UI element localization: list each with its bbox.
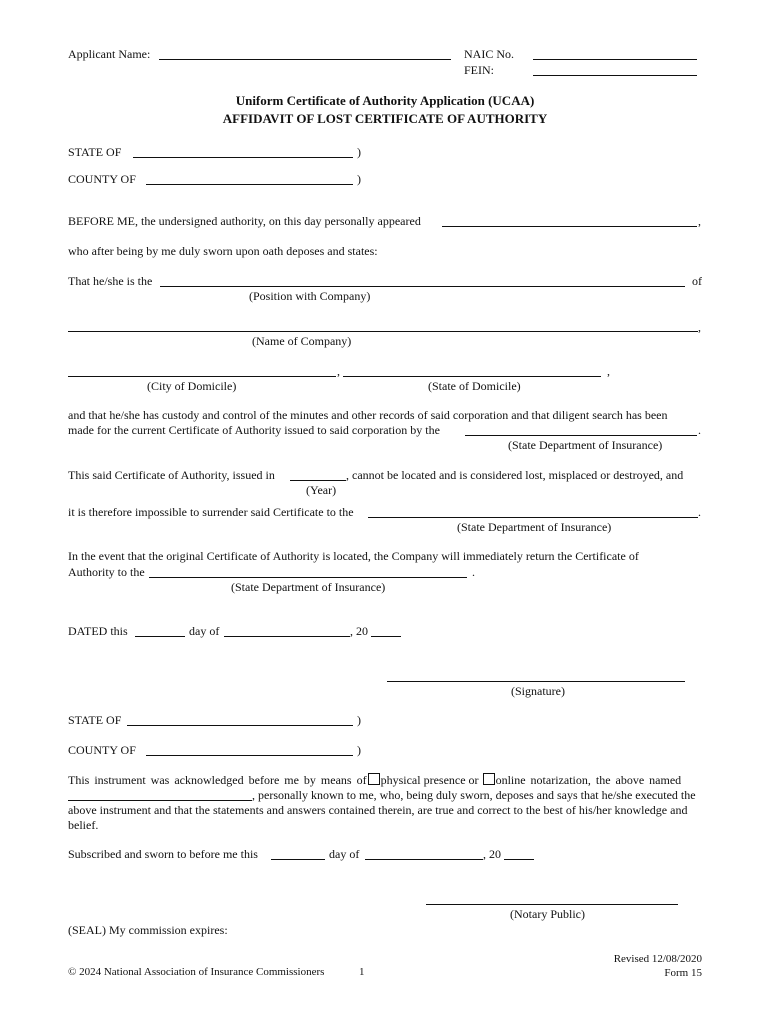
event-text-line2: Authority to the — [68, 565, 145, 579]
comma: , — [698, 214, 701, 228]
period: . — [698, 423, 701, 437]
period: . — [472, 565, 475, 579]
applicant-name-field[interactable] — [159, 59, 451, 60]
ack-line1 — [68, 773, 720, 787]
online-notarization-checkbox[interactable] — [483, 773, 495, 785]
dated-year-prefix: , 20 — [350, 624, 368, 638]
state-dept-field-3[interactable] — [149, 577, 467, 578]
dated-text: DATED this — [68, 624, 128, 638]
ack-physical-text: physical presence or — [380, 773, 479, 787]
ack-line4: belief. — [68, 818, 99, 832]
comma: , — [698, 320, 701, 334]
county-of-label: COUNTY OF — [68, 172, 136, 186]
state-of-field[interactable] — [133, 157, 353, 158]
city-caption: (City of Domicile) — [147, 379, 237, 393]
naic-field[interactable] — [533, 59, 697, 60]
applicant-name-label: Applicant Name: — [68, 47, 151, 61]
ack-online-text: online notarization, the above named — [495, 773, 682, 787]
state-caption: (State of Domicile) — [428, 379, 521, 393]
signature-caption: (Signature) — [511, 684, 565, 698]
issued-in-text: This said Certificate of Authority, issued in — [68, 468, 275, 482]
custody-text-line2: made for the current Certificate of Authority issued to said corporation by the — [68, 423, 440, 437]
comma: , — [337, 364, 340, 378]
comma: , — [607, 364, 610, 378]
form-subtitle: AFFIDAVIT OF LOST CERTIFICATE OF AUTHORITY — [222, 111, 548, 126]
state-of-field-2[interactable] — [127, 725, 353, 726]
state-of-label-2: STATE OF — [68, 713, 122, 727]
period: . — [698, 505, 701, 519]
affiant-name-field[interactable] — [442, 226, 697, 227]
state-dept-caption-2: (State Department of Insurance) — [457, 520, 612, 534]
signature-line[interactable] — [387, 681, 685, 682]
event-text-line1: In the event that the original Certificate of Authority is located, the Company will immediately return the Certificate of — [68, 549, 639, 563]
footer-revised: Revised 12/08/2020 — [613, 953, 702, 965]
ack-line3: above instrument and that the statements and answers contained therein, are true and correct to the best of his/her knowledge and — [68, 803, 688, 817]
county-paren-2: ) — [357, 743, 361, 757]
footer-page-number: 1 — [359, 966, 365, 978]
county-of-label-2: COUNTY OF — [68, 743, 136, 757]
subscribed-text: Subscribed and sworn to before me this — [68, 847, 258, 861]
issued-in-text-b: , cannot be located and is considered lost, misplaced or destroyed, and — [346, 468, 684, 482]
named-person-field[interactable] — [68, 800, 252, 801]
state-domicile-field[interactable] — [343, 376, 601, 377]
that-he-she-text: That he/she is the — [68, 274, 153, 288]
subscribed-day-of: day of — [329, 847, 360, 861]
state-paren-2: ) — [357, 713, 361, 727]
fein-field[interactable] — [533, 75, 697, 76]
subscribed-year-prefix: , 20 — [483, 847, 501, 861]
year-caption: (Year) — [306, 483, 337, 497]
seal-text: (SEAL) My commission expires: — [68, 923, 228, 937]
year-field[interactable] — [290, 480, 346, 481]
dated-day-field[interactable] — [135, 636, 185, 637]
city-domicile-field[interactable] — [68, 376, 336, 377]
dated-day-of: day of — [189, 624, 220, 638]
county-of-field-2[interactable] — [146, 755, 353, 756]
impossible-text: it is therefore impossible to surrender said Certificate to the — [68, 505, 354, 519]
dated-month-field[interactable] — [224, 636, 350, 637]
sworn-text: who after being by me duly sworn upon oath deposes and states: — [68, 244, 378, 258]
state-dept-field[interactable] — [465, 435, 697, 436]
before-me-text: BEFORE ME, the undersigned authority, on this day personally appeared — [68, 214, 421, 228]
physical-presence-checkbox[interactable] — [368, 773, 380, 785]
notary-caption: (Notary Public) — [510, 907, 585, 921]
county-of-field[interactable] — [146, 184, 353, 185]
ack-line2: , personally known to me, who, being duly sworn, deposes and says that he/she executed the — [252, 788, 696, 802]
subscribed-month-field[interactable] — [365, 859, 483, 860]
dated-year-field[interactable] — [371, 636, 401, 637]
notary-signature-line[interactable] — [426, 904, 678, 905]
footer-form: Form 15 — [664, 967, 702, 979]
ack-text-a: This instrument was acknowledged before me by means of — [68, 773, 367, 787]
subscribed-year-field[interactable] — [504, 859, 534, 860]
custody-text-line1: and that he/she has custody and control of the minutes and other records of said corporation and that diligent search has been — [68, 408, 668, 422]
position-caption: (Position with Company) — [249, 289, 371, 303]
state-of-label: STATE OF — [68, 145, 122, 159]
position-field[interactable] — [160, 286, 685, 287]
state-dept-caption: (State Department of Insurance) — [508, 438, 663, 452]
footer-copyright: © 2024 National Association of Insurance Commissioners — [68, 966, 325, 978]
fein-label: FEIN: — [464, 63, 494, 77]
state-dept-caption-3: (State Department of Insurance) — [231, 580, 386, 594]
county-paren: ) — [357, 172, 361, 186]
form-title: Uniform Certificate of Authority Application (UCAA) — [235, 93, 535, 108]
subscribed-day-field[interactable] — [271, 859, 325, 860]
company-caption: (Name of Company) — [252, 334, 352, 348]
company-name-field[interactable] — [68, 331, 698, 332]
state-paren: ) — [357, 145, 361, 159]
naic-label: NAIC No. — [464, 47, 514, 61]
state-dept-field-2[interactable] — [368, 517, 698, 518]
of-text: of — [692, 274, 702, 288]
